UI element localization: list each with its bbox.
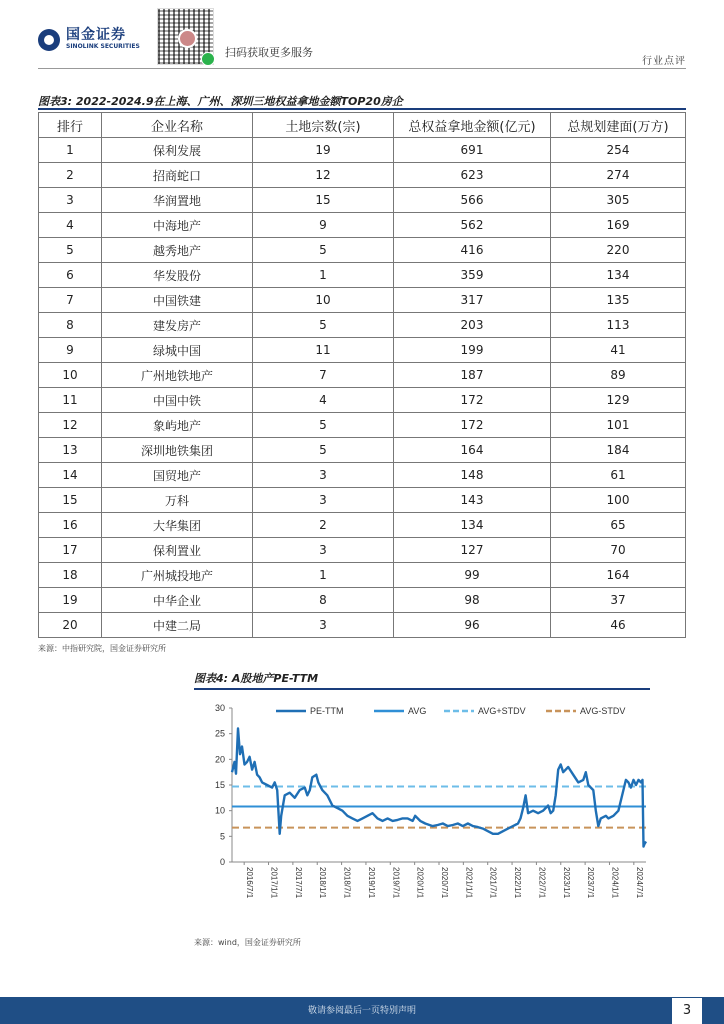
column-header: 总权益拿地金额(亿元) bbox=[394, 113, 551, 138]
legend-label: PE-TTM bbox=[310, 706, 344, 716]
table-cell: 3 bbox=[39, 188, 102, 213]
table-cell: 13 bbox=[39, 438, 102, 463]
x-tick-label: 2020/1/1 bbox=[415, 867, 425, 899]
table-cell: 7 bbox=[39, 288, 102, 313]
table-row bbox=[39, 363, 686, 388]
y-tick-label: 10 bbox=[214, 805, 225, 816]
table-row bbox=[39, 413, 686, 438]
table-cell: 148 bbox=[394, 463, 551, 488]
table-cell: 14 bbox=[39, 463, 102, 488]
table-cell: 2 bbox=[253, 513, 394, 538]
x-tick-label: 2022/7/1 bbox=[537, 867, 547, 899]
table-cell: 保利置业 bbox=[102, 538, 253, 563]
y-tick-label: 15 bbox=[214, 780, 225, 790]
table-cell: 172 bbox=[394, 413, 551, 438]
table-cell: 129 bbox=[551, 388, 686, 413]
pe-ttm-chart bbox=[194, 694, 650, 931]
table-figure-title: 图表3: 2022-2024.9在上海、广州、深圳三地权益拿地金额TOP20房企 bbox=[38, 95, 403, 108]
table-cell: 41 bbox=[551, 338, 686, 363]
table-body bbox=[39, 138, 686, 638]
table-cell: 大华集团 bbox=[102, 513, 253, 538]
table-cell: 8 bbox=[39, 313, 102, 338]
table-cell: 3 bbox=[253, 463, 394, 488]
report-category: 行业点评 bbox=[642, 56, 686, 67]
table-cell: 61 bbox=[551, 463, 686, 488]
table-cell: 19 bbox=[253, 138, 394, 163]
disclaimer-note: 敬请参阅最后一页特别声明 bbox=[307, 1006, 416, 1016]
table-cell: 18 bbox=[39, 563, 102, 588]
x-tick-label: 2020/7/1 bbox=[440, 867, 449, 899]
table-cell: 5 bbox=[253, 413, 394, 438]
table-row bbox=[39, 563, 686, 588]
table-cell: 566 bbox=[394, 188, 551, 213]
table-row bbox=[39, 138, 686, 163]
table-cell: 169 bbox=[551, 213, 686, 238]
table-row bbox=[39, 338, 686, 363]
table-cell: 10 bbox=[253, 288, 394, 313]
logo-cn: 国金证券 bbox=[66, 27, 126, 43]
table-cell: 1 bbox=[253, 563, 394, 588]
chart-title-divider bbox=[194, 688, 650, 690]
table-cell: 广州城投地产 bbox=[102, 563, 253, 588]
table-cell: 建发房产 bbox=[102, 313, 253, 338]
table-row bbox=[39, 238, 686, 263]
table-cell: 143 bbox=[394, 488, 551, 513]
table-cell: 317 bbox=[394, 288, 551, 313]
table-cell: 562 bbox=[394, 213, 551, 238]
table-cell: 254 bbox=[551, 138, 686, 163]
legend-label: AVG bbox=[408, 706, 427, 716]
table-cell: 172 bbox=[394, 388, 551, 413]
x-tick-label: 2023/1/1 bbox=[561, 867, 571, 899]
table-cell: 中华企业 bbox=[102, 588, 253, 613]
logo-mark-icon bbox=[38, 29, 60, 51]
y-tick-label: 25 bbox=[214, 728, 225, 739]
table-cell: 164 bbox=[394, 438, 551, 463]
column-header: 土地宗数(宗) bbox=[253, 113, 394, 138]
logo-en: SINOLINK SECURITIES bbox=[66, 43, 140, 50]
table-cell: 中国铁建 bbox=[102, 288, 253, 313]
x-tick-label: 2017/1/1 bbox=[269, 867, 279, 899]
table-cell: 187 bbox=[394, 363, 551, 388]
table-cell: 184 bbox=[551, 438, 686, 463]
page-number: 3 bbox=[672, 998, 702, 1024]
table-cell: 65 bbox=[551, 513, 686, 538]
y-tick-label: 0 bbox=[219, 857, 225, 867]
table-row bbox=[39, 538, 686, 563]
table-cell: 100 bbox=[551, 488, 686, 513]
table-cell: 359 bbox=[394, 263, 551, 288]
table-cell: 1 bbox=[39, 138, 102, 163]
table-cell: 101 bbox=[551, 413, 686, 438]
table-row bbox=[39, 588, 686, 613]
x-tick-label: 2018/7/1 bbox=[342, 867, 352, 899]
x-tick-label: 2023/7/1 bbox=[586, 867, 596, 899]
y-tick-label: 30 bbox=[214, 703, 225, 713]
table-cell: 11 bbox=[39, 388, 102, 413]
chart-svg bbox=[194, 694, 650, 931]
table-cell: 274 bbox=[551, 163, 686, 188]
table-cell: 5 bbox=[39, 238, 102, 263]
legend-label: AVG-STDV bbox=[580, 706, 626, 716]
table-cell: 4 bbox=[253, 388, 394, 413]
table-cell: 623 bbox=[394, 163, 551, 188]
table-cell: 134 bbox=[394, 513, 551, 538]
table-cell: 招商蛇口 bbox=[102, 163, 253, 188]
table-cell: 70 bbox=[551, 538, 686, 563]
header-divider bbox=[38, 68, 686, 69]
x-tick-label: 2021/1/1 bbox=[464, 867, 474, 899]
table-cell: 5 bbox=[253, 313, 394, 338]
table-cell: 11 bbox=[253, 338, 394, 363]
ranking-table bbox=[38, 112, 686, 638]
scan-text: 扫码获取更多服务 bbox=[225, 46, 313, 59]
table-cell: 绿城中国 bbox=[102, 338, 253, 363]
x-tick-label: 2016/7/1 bbox=[245, 867, 255, 899]
table-cell: 37 bbox=[551, 588, 686, 613]
table-cell: 6 bbox=[39, 263, 102, 288]
table-cell: 220 bbox=[551, 238, 686, 263]
table-cell: 深圳地铁集团 bbox=[102, 438, 253, 463]
table-header-row bbox=[39, 113, 686, 138]
table-cell: 305 bbox=[551, 188, 686, 213]
table-cell: 16 bbox=[39, 513, 102, 538]
x-tick-label: 2018/1/1 bbox=[318, 867, 328, 899]
table-cell: 华润置地 bbox=[102, 188, 253, 213]
x-tick-label: 2021/7/1 bbox=[488, 867, 498, 899]
table-cell: 12 bbox=[253, 163, 394, 188]
table-cell: 4 bbox=[39, 213, 102, 238]
table-cell: 7 bbox=[253, 363, 394, 388]
table-cell: 96 bbox=[394, 613, 551, 638]
company-logo bbox=[38, 28, 140, 51]
table-cell: 越秀地产 bbox=[102, 238, 253, 263]
column-header: 企业名称 bbox=[102, 113, 253, 138]
table-title-divider bbox=[38, 108, 686, 110]
table-row bbox=[39, 438, 686, 463]
table-cell: 10 bbox=[39, 363, 102, 388]
chart-source: 来源：wind，国金证券研究所 bbox=[194, 938, 301, 947]
table-cell: 691 bbox=[394, 138, 551, 163]
y-tick-label: 20 bbox=[214, 754, 225, 765]
table-row bbox=[39, 488, 686, 513]
table-cell: 3 bbox=[253, 613, 394, 638]
table-row bbox=[39, 313, 686, 338]
table-cell: 20 bbox=[39, 613, 102, 638]
table-cell: 象屿地产 bbox=[102, 413, 253, 438]
table-cell: 3 bbox=[253, 538, 394, 563]
column-header: 排行 bbox=[39, 113, 102, 138]
table-source: 来源：中指研究院，国金证券研究所 bbox=[38, 644, 166, 653]
x-tick-label: 2022/1/1 bbox=[513, 867, 523, 899]
table-cell: 46 bbox=[551, 613, 686, 638]
table-cell: 万科 bbox=[102, 488, 253, 513]
table-cell: 135 bbox=[551, 288, 686, 313]
table-cell: 15 bbox=[253, 188, 394, 213]
x-tick-label: 2024/1/1 bbox=[610, 867, 620, 899]
table-cell: 国贸地产 bbox=[102, 463, 253, 488]
x-tick-label: 2024/7/1 bbox=[634, 867, 644, 899]
table-cell: 5 bbox=[253, 438, 394, 463]
table-cell: 广州地铁地产 bbox=[102, 363, 253, 388]
legend-label: AVG+STDV bbox=[478, 706, 526, 716]
chart-figure-title: 图表4: A股地产PE-TTM bbox=[194, 672, 319, 685]
table-cell: 9 bbox=[39, 338, 102, 363]
table-cell: 127 bbox=[394, 538, 551, 563]
table-cell: 98 bbox=[394, 588, 551, 613]
table-row bbox=[39, 213, 686, 238]
table-cell: 保利发展 bbox=[102, 138, 253, 163]
table-row bbox=[39, 288, 686, 313]
table-cell: 113 bbox=[551, 313, 686, 338]
table-row bbox=[39, 263, 686, 288]
table-cell: 2 bbox=[39, 163, 102, 188]
table-cell: 1 bbox=[253, 263, 394, 288]
table-cell: 12 bbox=[39, 413, 102, 438]
x-tick-label: 2017/7/1 bbox=[293, 867, 303, 899]
table-cell: 中建二局 bbox=[102, 613, 253, 638]
table-cell: 5 bbox=[253, 238, 394, 263]
table-cell: 3 bbox=[253, 488, 394, 513]
table-cell: 华发股份 bbox=[102, 263, 253, 288]
table-cell: 203 bbox=[394, 313, 551, 338]
x-tick-label: 2019/1/1 bbox=[366, 867, 376, 899]
table-row bbox=[39, 188, 686, 213]
table-cell: 中海地产 bbox=[102, 213, 253, 238]
table-cell: 134 bbox=[551, 263, 686, 288]
table-cell: 15 bbox=[39, 488, 102, 513]
table-row bbox=[39, 388, 686, 413]
x-tick-label: 2019/7/1 bbox=[391, 867, 401, 899]
qr-code-icon[interactable] bbox=[157, 8, 214, 65]
column-header: 总规划建面(万方) bbox=[551, 113, 686, 138]
series-pe-ttm bbox=[232, 729, 646, 847]
table-cell: 416 bbox=[394, 238, 551, 263]
table-cell: 17 bbox=[39, 538, 102, 563]
table-cell: 99 bbox=[394, 563, 551, 588]
table-row bbox=[39, 513, 686, 538]
table-cell: 199 bbox=[394, 338, 551, 363]
wechat-badge-icon bbox=[201, 52, 215, 66]
y-tick-label: 5 bbox=[219, 831, 225, 842]
table-row bbox=[39, 163, 686, 188]
table-cell: 164 bbox=[551, 563, 686, 588]
table-row bbox=[39, 613, 686, 638]
table-row bbox=[39, 463, 686, 488]
table-cell: 8 bbox=[253, 588, 394, 613]
table-cell: 19 bbox=[39, 588, 102, 613]
table-cell: 9 bbox=[253, 213, 394, 238]
table-cell: 中国中铁 bbox=[102, 388, 253, 413]
table-cell: 89 bbox=[551, 363, 686, 388]
